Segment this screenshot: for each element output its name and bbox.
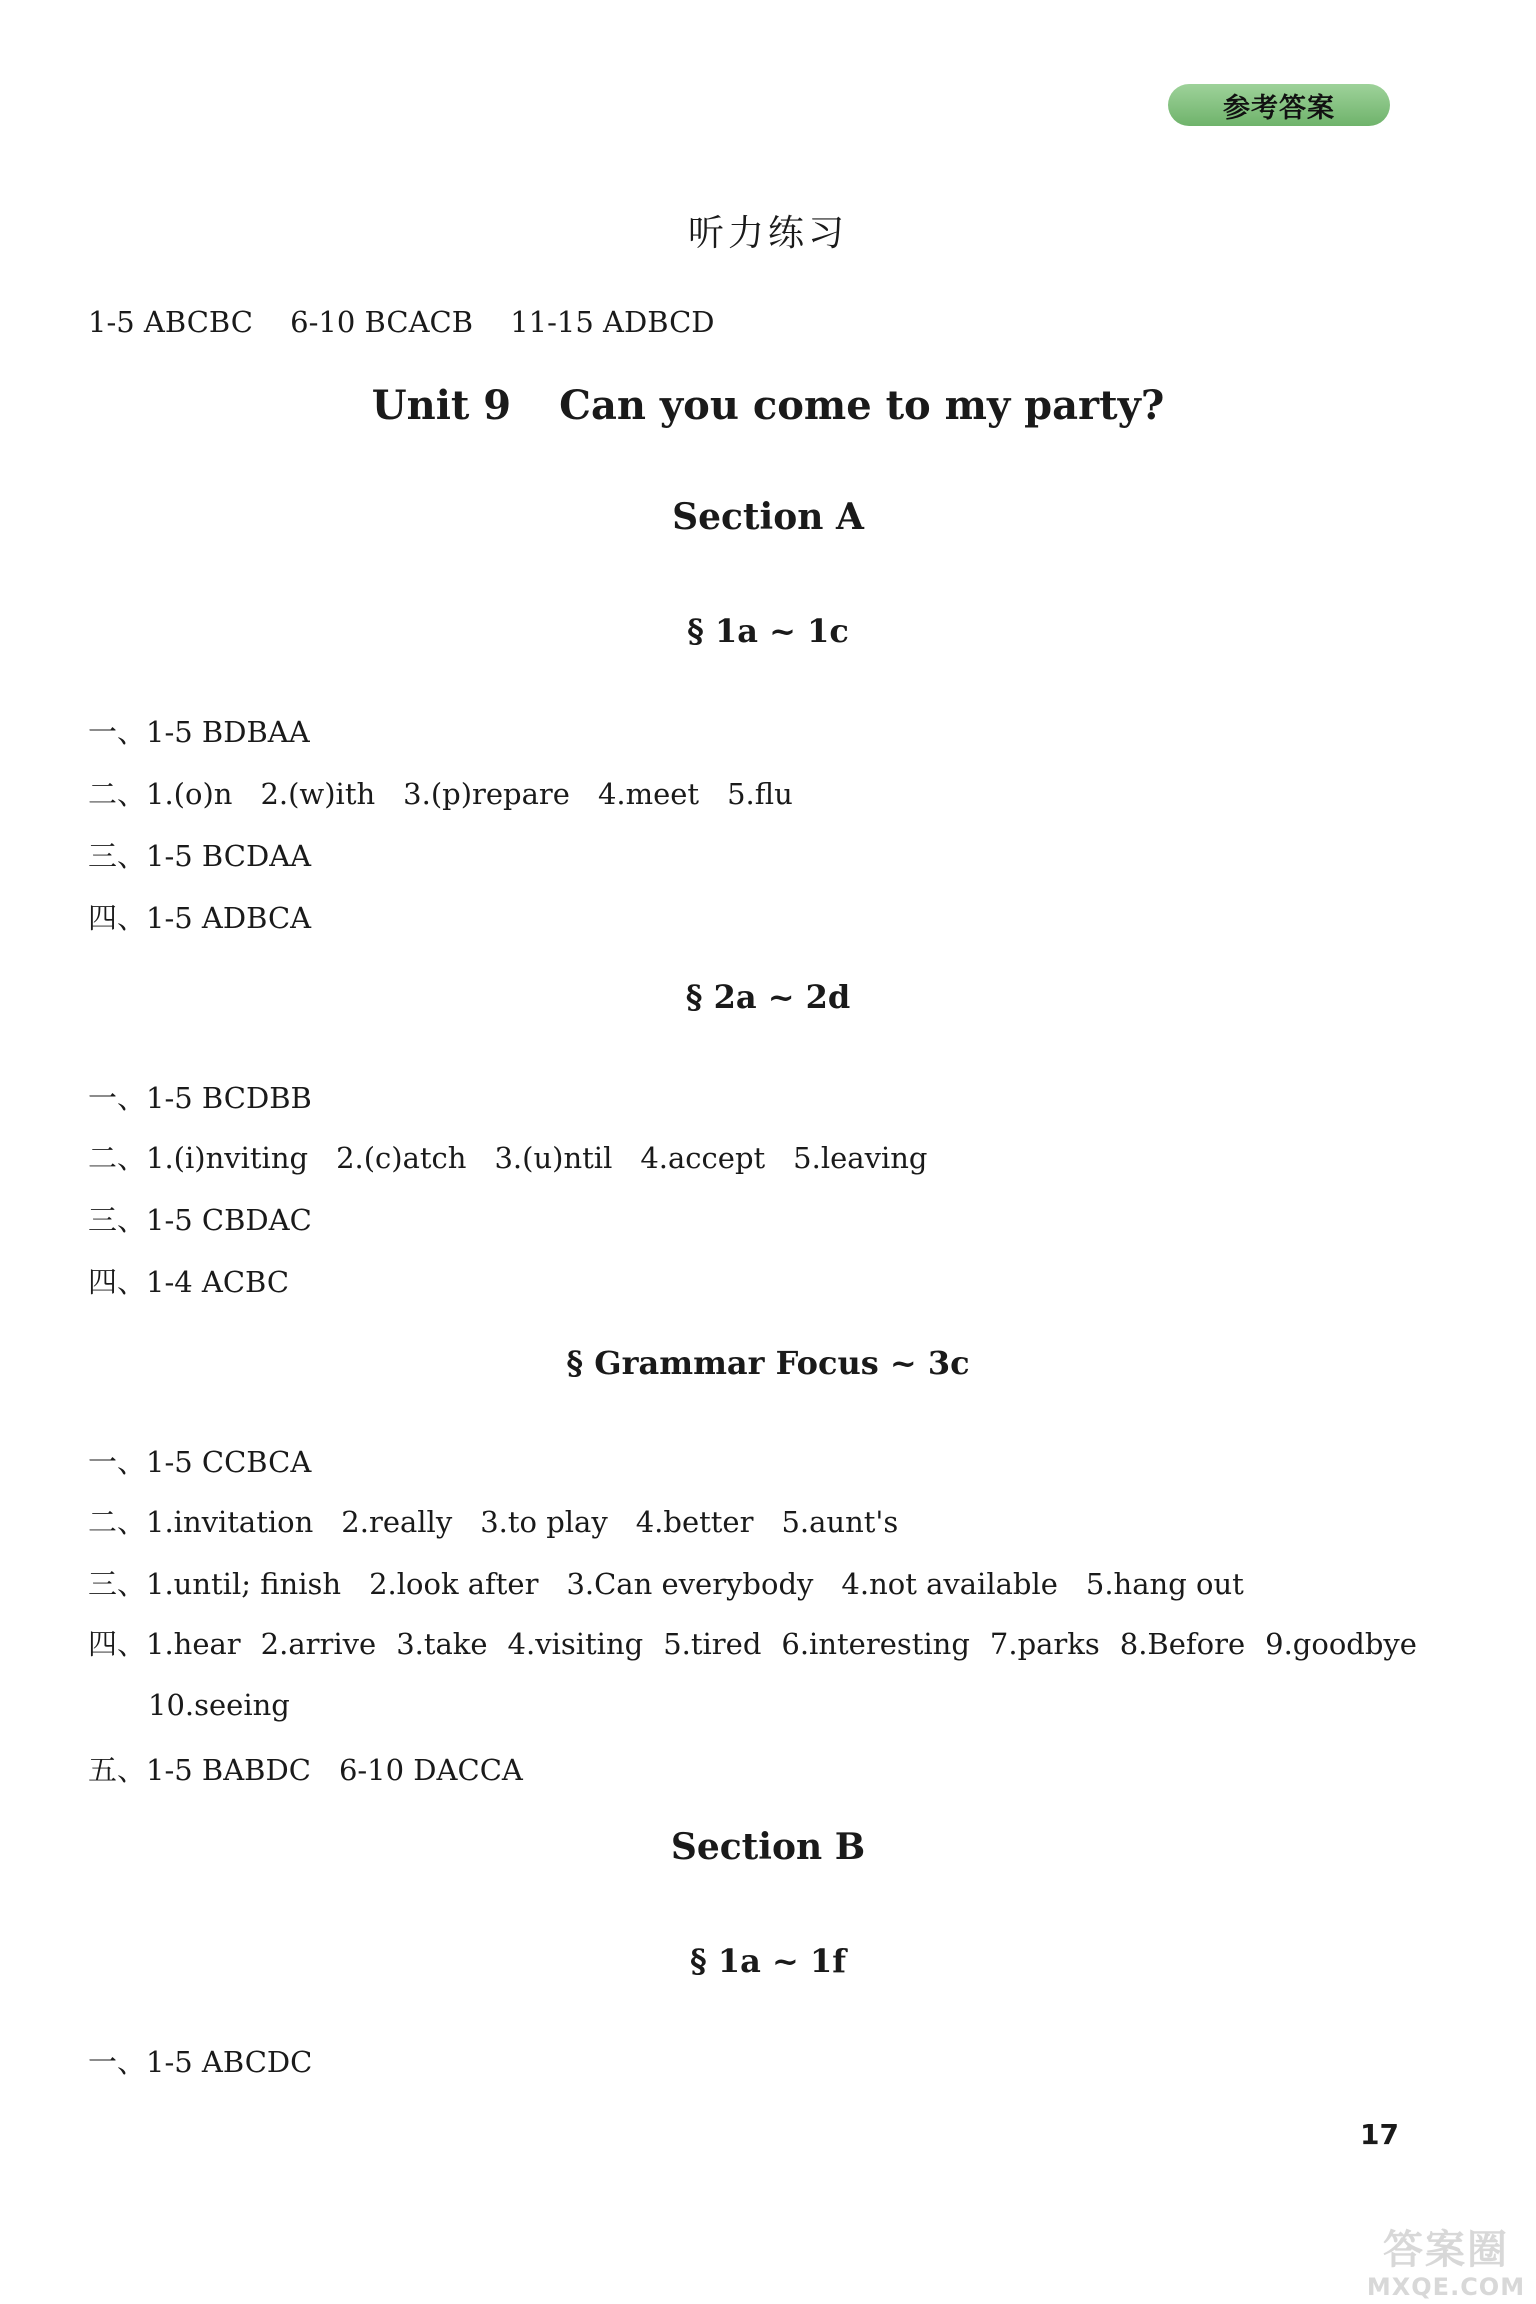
answer-item: 5.tired <box>663 1627 762 1661</box>
answer-line <box>148 1688 318 1722</box>
answer-line <box>88 1440 339 1481</box>
answer-item: 5.aunt's <box>781 1505 899 1539</box>
answer-item: 四、1-4 ACBC <box>88 1265 290 1299</box>
answer-item: 10.seeing <box>148 1688 290 1722</box>
unit-title: Can you come to my party? <box>559 382 1165 429</box>
answer-line <box>88 1500 926 1541</box>
answer-line <box>88 1748 551 1789</box>
answer-item: 四、1.hear <box>88 1627 241 1661</box>
answer-item: 二、1.(i)nviting <box>88 1141 309 1175</box>
watermark-logo-text: 答案圈 <box>1383 2227 1509 2273</box>
answer-item: 5.leaving <box>793 1141 928 1175</box>
answer-item: 6.interesting <box>781 1627 970 1661</box>
answer-item: 2.arrive <box>260 1627 377 1661</box>
answer-item: 三、1.until; finish <box>88 1567 342 1601</box>
answer-line <box>88 2040 340 2081</box>
section-a-part2-heading: § 2a ~ 2d <box>685 978 851 1016</box>
answer-line <box>88 1562 1272 1603</box>
answer-item: 2.(w)ith <box>260 777 376 811</box>
listening-title: 听力练习 <box>687 213 848 254</box>
answer-line <box>88 1260 317 1301</box>
answer-item: 2.(c)atch <box>336 1141 467 1175</box>
section-b-part1-heading: § 1a ~ 1f <box>690 1942 846 1980</box>
answer-item: 三、1-5 BCDAA <box>88 839 312 873</box>
section-a-part3-heading: § Grammar Focus ~ 3c <box>566 1344 970 1382</box>
answer-item: 一、1-5 ABCDC <box>88 2045 313 2079</box>
answer-item: 4.not available <box>841 1567 1058 1601</box>
answer-item: 3.(u)ntil <box>494 1141 613 1175</box>
answer-item: 8.Before <box>1119 1627 1246 1661</box>
answer-item: 3.take <box>396 1627 488 1661</box>
answer-item: 9.goodbye <box>1265 1627 1417 1661</box>
answer-group: 11-15 ADBCD <box>510 305 715 339</box>
answer-item: 5.hang out <box>1085 1567 1244 1601</box>
answer-item: 4.better <box>635 1505 754 1539</box>
answer-line <box>88 710 338 751</box>
answer-item: 一、1-5 BCDBB <box>88 1081 312 1115</box>
answer-item: 四、1-5 ADBCA <box>88 901 312 935</box>
unit-number: Unit 9 <box>371 382 512 429</box>
answer-item: 2.really <box>341 1505 453 1539</box>
answer-item: 一、1-5 CCBCA <box>88 1445 312 1479</box>
answer-line <box>88 772 821 813</box>
answer-line <box>88 834 339 875</box>
answer-item: 一、1-5 BDBAA <box>88 715 310 749</box>
answer-item: 二、1.(o)n <box>88 777 233 811</box>
page-number: 17 <box>1360 2118 1399 2151</box>
answer-item: 5.flu <box>727 777 793 811</box>
section-a-part1-heading: § 1a ~ 1c <box>687 612 849 650</box>
answer-line <box>88 1198 340 1239</box>
answer-item: 二、1.invitation <box>88 1505 314 1539</box>
answer-item: 4.meet <box>597 777 700 811</box>
answer-group: 6-10 BCACB <box>290 305 474 339</box>
answer-line <box>88 896 339 937</box>
answer-item: 4.accept <box>640 1141 766 1175</box>
watermark <box>1356 2226 1536 2304</box>
answer-item: 7.parks <box>989 1627 1100 1661</box>
answer-item: 3.(p)repare <box>403 777 570 811</box>
answer-group: 1-5 ABCBC <box>88 305 253 339</box>
answer-item: 2.look after <box>369 1567 539 1601</box>
section-a-title: Section A <box>672 496 864 538</box>
answer-line <box>88 1136 955 1177</box>
answer-item: 3.Can everybody <box>566 1567 814 1601</box>
answer-item: 6-10 DACCA <box>338 1753 523 1787</box>
answer-line <box>88 1622 1417 1663</box>
answer-item: 3.to play <box>480 1505 608 1539</box>
answer-item: 五、1-5 BABDC <box>88 1753 311 1787</box>
unit-heading <box>0 382 1536 429</box>
answer-key-tab: 参考答案 <box>1168 84 1390 126</box>
section-b-title: Section B <box>670 1826 866 1868</box>
answer-line <box>88 1076 340 1117</box>
answer-item: 4.visiting <box>507 1627 644 1661</box>
listening-answers <box>88 305 743 339</box>
answer-item: 三、1-5 CBDAC <box>88 1203 312 1237</box>
watermark-url: MXQE.COM <box>1366 2273 1526 2301</box>
